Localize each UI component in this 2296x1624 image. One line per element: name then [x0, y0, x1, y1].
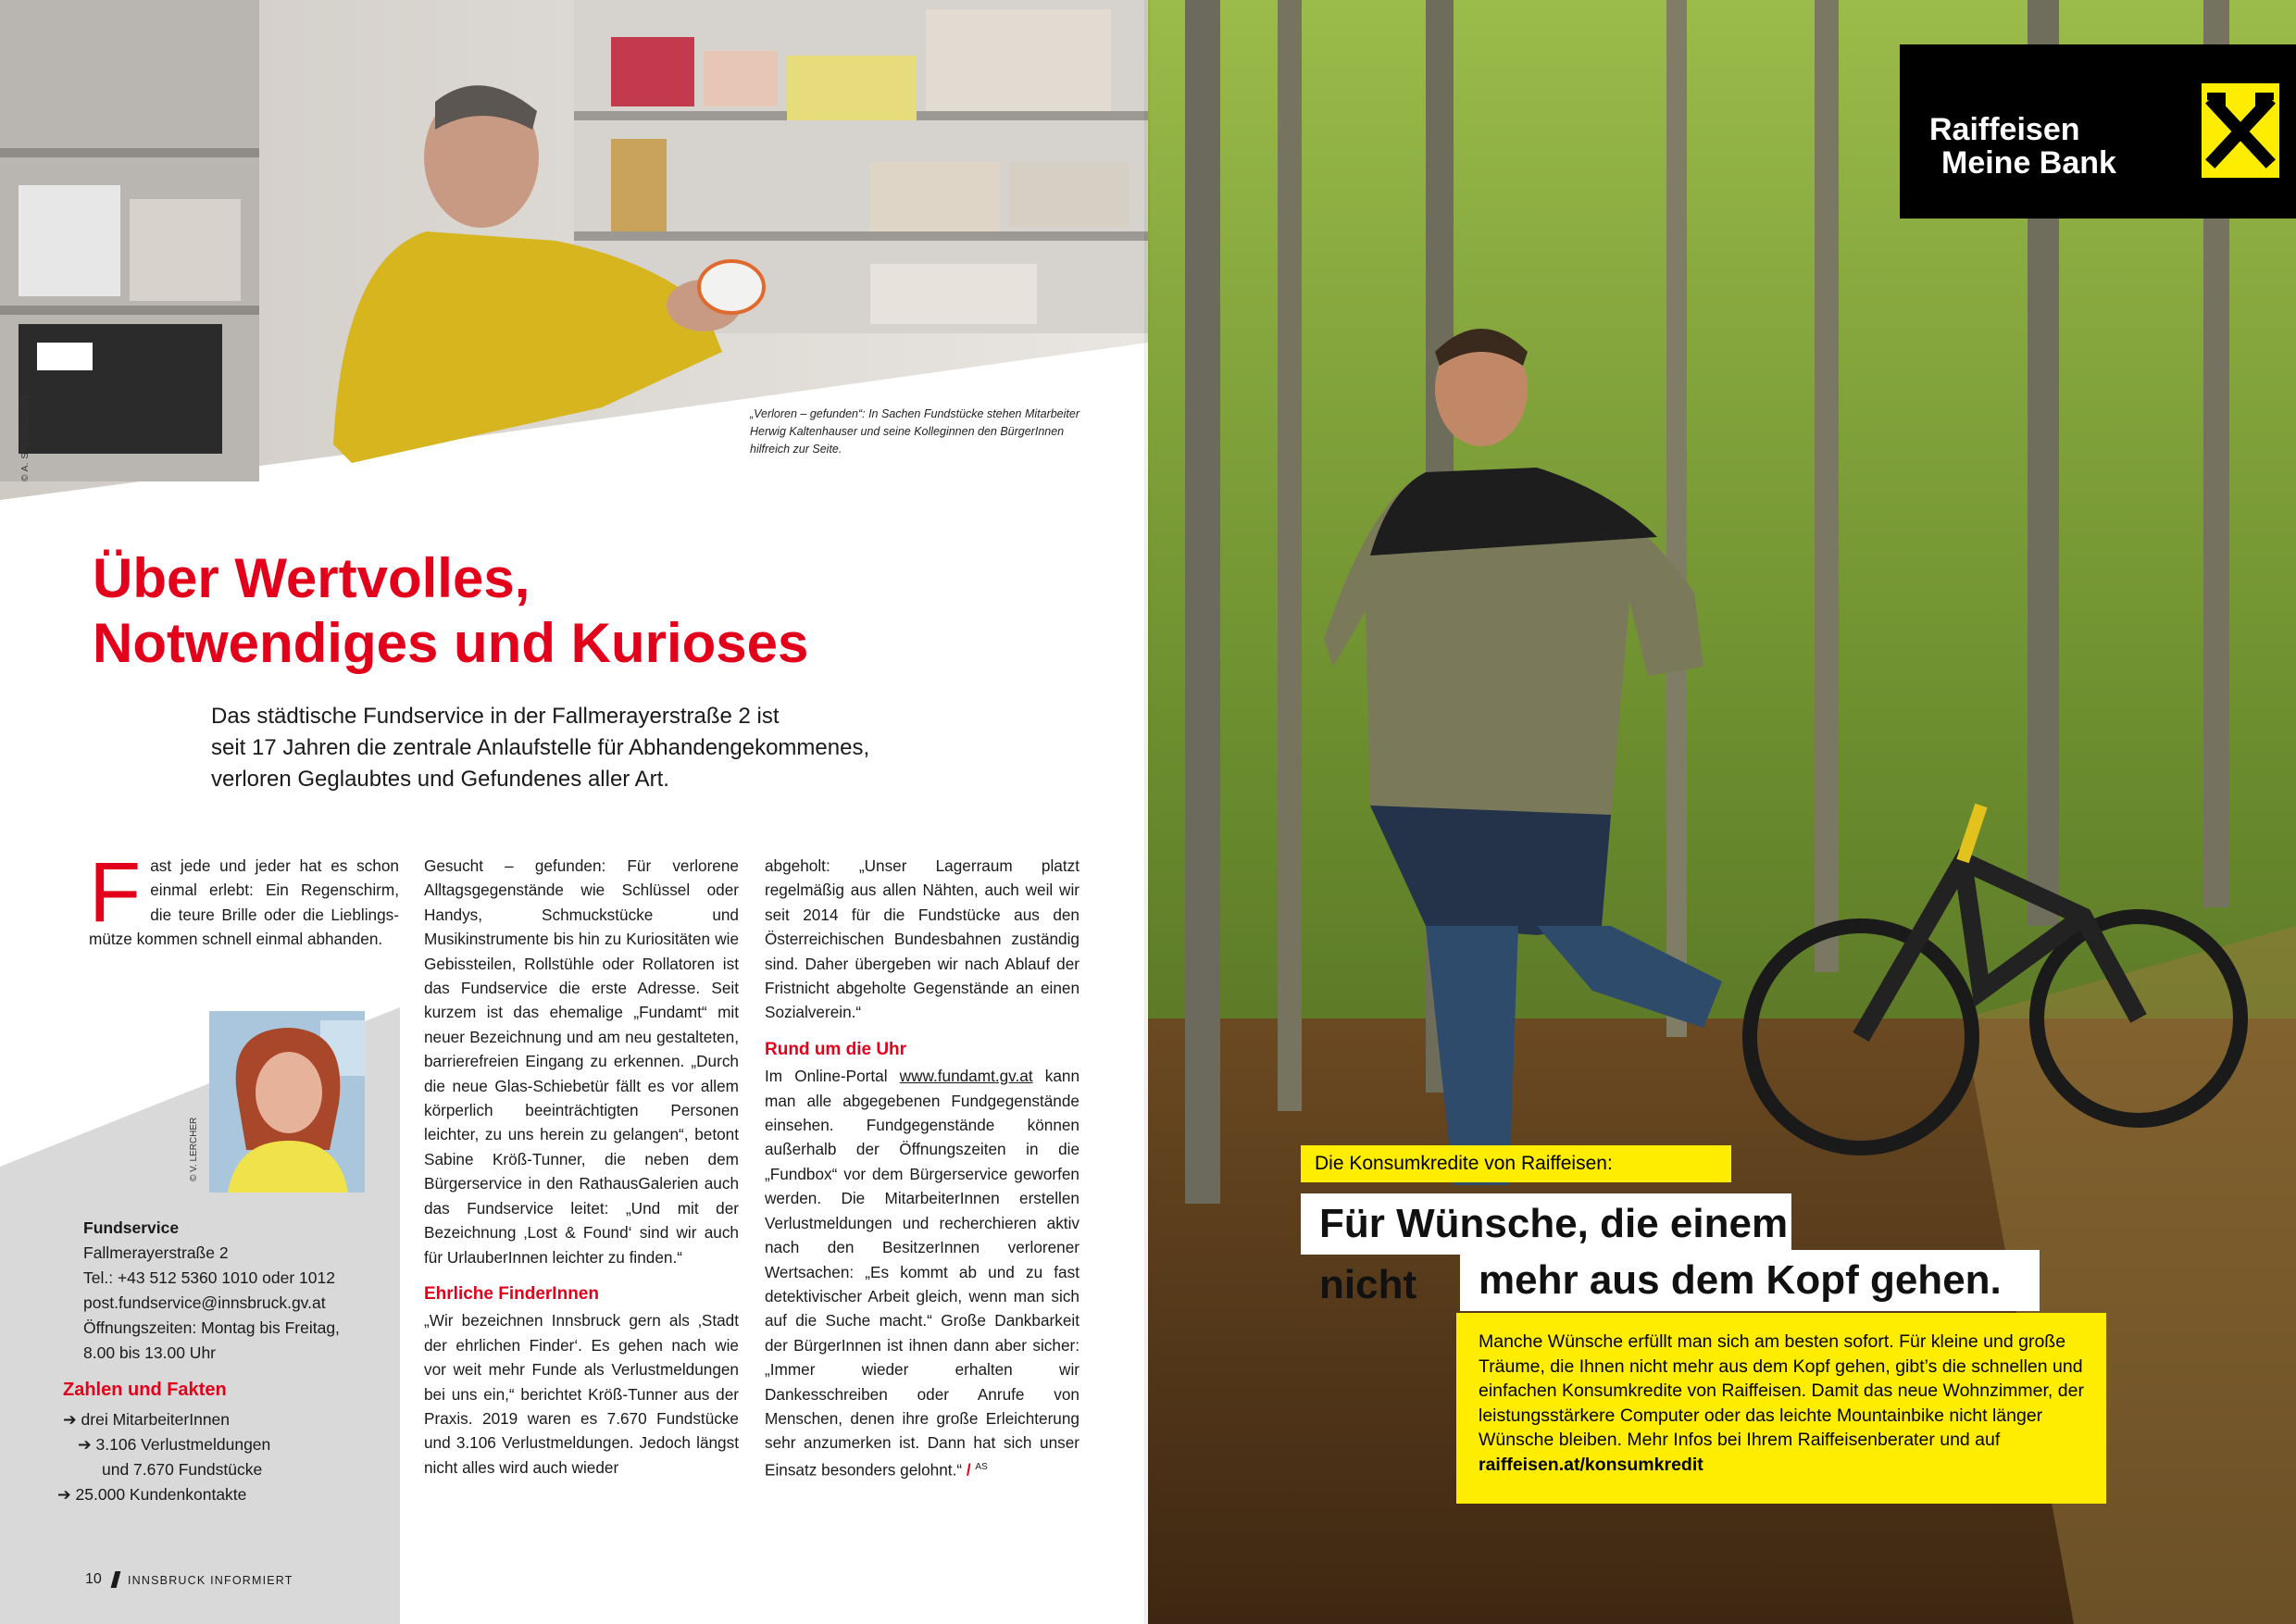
fact-item: ➔ 3.106 Verlustmeldungen [78, 1435, 271, 1454]
facts-list [57, 1407, 372, 1507]
fundservice-contact [83, 1216, 389, 1366]
right-page-advertisement [1148, 0, 2296, 1624]
photo-credit: © A. STEINÄCKER [20, 394, 31, 481]
contact-phone: Tel.: +43 512 5360 1010 oder 1012 [83, 1268, 335, 1287]
portrait-photo [209, 1011, 365, 1193]
end-mark: / [966, 1460, 971, 1480]
headline-line-1: Über Wertvolles, [93, 547, 530, 609]
headline-line-2: Notwendiges und Kurioses [93, 612, 809, 674]
subhead-rund-um-die-uhr: Rund um die Uhr [765, 1039, 907, 1059]
ad-body-copy: Manche Wünsche erfüllt man sich am besten sofort. Für kleine und große Träume, die Ihnen nicht mehr aus dem Kopf gehen, gibt’s die schnellen und einfachen Konsumkredite von Raiffeisen. Damit das neue Wohnzimmer, der leistungsstärkere Computer oder das leichte Mountainbike nicht länger Wünsche bleiben. Mehr Infos bei Ihrem Raiffeisenberater und auf [1479, 1331, 2084, 1450]
fact-item: ➔ 25.000 Kundenkontakte [57, 1485, 247, 1504]
article-intro [211, 701, 915, 795]
fundamt-link[interactable]: www.fundamt.gv.at [899, 1067, 1033, 1086]
article-column-3 [765, 854, 1079, 1482]
column-3-text-pre: Im Online-Portal [765, 1067, 900, 1086]
column-1-text: ast jede und jeder hat es schon einmal erlebt: Ein Regenschirm, die teure Brille oder die Lieblingsmütze kommen schnell einmal abhanden. [89, 856, 399, 949]
intro-line-3: verloren Geglaubtes und Gefundenes aller Art. [211, 767, 669, 792]
raiffeisen-gable-cross-icon [2202, 83, 2279, 178]
page-number: 10 [85, 1571, 102, 1587]
column-2-text: Gesucht – gefunden: Für verlorene Alltagsgegenstände wie Schlüssel oder Handys, Schmuckstücke und Musikinstrumente bis hin zu Kuriositäten wie Gebissteilen, Rollstühle oder Rollatoren ist das Fundservice die erste Adresse. Seit kurzem ist das ehemalige „Fundamt“ mit neuer Bezeichnung und am neu gestalteten, barrierefreien Eingang zu erkennen. „Durch die neue Glas-Schiebetür fällt es vor allem körperlich beeinträchtigten Personen leichter, zu uns herein zu gelangen“, betont Sabine Kröß-Tunner, die neben dem Bürgerservice in den RathausGalerien auch das Fundservice leitet: „Und mit der Bezeichnung ‚Lost & Found‘ sind wir auch für UrlauberInnen leichter zu finden.“ [424, 856, 739, 1267]
fact-item: ➔ drei MitarbeiterInnen [63, 1410, 231, 1429]
portrait-credit: © V. LERCHER [189, 1117, 199, 1181]
ad-headline-line-1: Für Wünsche, die einem nicht [1301, 1193, 1791, 1255]
logo-wordmark-line-1: Raiffeisen [1929, 112, 2080, 147]
contact-title: Fundservice [83, 1218, 180, 1237]
article-column-2 [424, 854, 739, 1480]
contact-address: Fallmerayerstraße 2 [83, 1243, 229, 1262]
column-2-text-2: „Wir bezeichnen Innsbruck gern als ‚Stadt der ehrlichen Finder‘. Es gehen nach wie vor weit mehr Funde als Verlustmeldungen bei uns ein,“ berichtet Kröß-Tunner aus der Praxis. 2019 waren es 7.670 Fundstücke und 3.106 Verlustmeldungen. Jedoch längst nicht alles wird auch wieder [424, 1311, 739, 1477]
author-initials: AS [975, 1461, 988, 1472]
publication-title: INNSBRUCK INFORMIERT [128, 1574, 293, 1587]
ad-link[interactable]: raiffeisen.at/konsumkredit [1479, 1454, 1703, 1475]
facts-title: Zahlen und Fakten [63, 1380, 227, 1400]
fact-item: und 7.670 Fundstücke [102, 1460, 263, 1479]
contact-email: post.fundservice@innsbruck.gv.at [83, 1293, 326, 1312]
article-column-1 [89, 845, 399, 952]
ad-body-text [1456, 1313, 2106, 1504]
subhead-ehrliche-finder: Ehrliche FinderInnen [424, 1283, 599, 1304]
intro-line-2: seit 17 Jahren die zentrale Anlaufstelle für Abhandengekommenes, [211, 735, 870, 760]
photo-caption: „Verloren – gefunden“: In Sachen Fundstücke stehen Mitarbeiter Herwig Kaltenhauser und seine Kolleginnen den BürgerInnen hilfreich zur Seite. [750, 407, 1079, 456]
logo-wordmark-line-2: Meine Bank [1941, 145, 2116, 181]
article-headline [93, 546, 926, 676]
ad-headline-line-2: mehr aus dem Kopf gehen. [1460, 1250, 2040, 1311]
column-3-text-2 [765, 1064, 1079, 1482]
intro-line-1: Das städtische Fundservice in der Fallmerayerstraße 2 ist [211, 704, 780, 729]
ad-tagline: Die Konsumkredite von Raiffeisen: [1301, 1145, 1731, 1182]
contact-hours-2: 8.00 bis 13.00 Uhr [83, 1343, 217, 1362]
contact-hours-1: Öffnungszeiten: Montag bis Freitag, [83, 1318, 340, 1337]
column-3-text-post: kann man alle abgegebenen Fundgegenstände einsehen. Fundgegenstände können außerhalb der Öffnungszeiten in die „Fundbox“ vor dem Bürgerservice geworfen werden. Die MitarbeiterInnen erstellen Verlustmeldungen und recherchieren aktiv nach den BesitzerInnen verlorener Wertsachen: „Es kommt ab und zu fast detektivischer Arbeit gleich, wenn man sich auf die Suche macht.“ Große Dankbarkeit der BürgerInnen ist ihnen dann aber sicher: „Immer wieder erhalten wir Dankesschreiben oder Anrufe von Menschen, denen ihre große Erleichterung sehr anzumerken ist. Dann hat sich unser Einsatz besonders gelohnt.“ [765, 1067, 1080, 1480]
column-3-text: abgeholt: „Unser Lagerraum platzt regelmäßig aus allen Nähten, auch weil wir seit 2014 für die Fundstücke aus den Österreichischen Bundesbahnen zuständig sind. Daher übergeben wir nach Ablauf der Fristnicht abgeholte Gegenstände an einen Sozialverein.“ [765, 856, 1079, 1022]
page-spine-shadow [1144, 0, 1152, 1624]
drop-cap: F [89, 845, 142, 940]
